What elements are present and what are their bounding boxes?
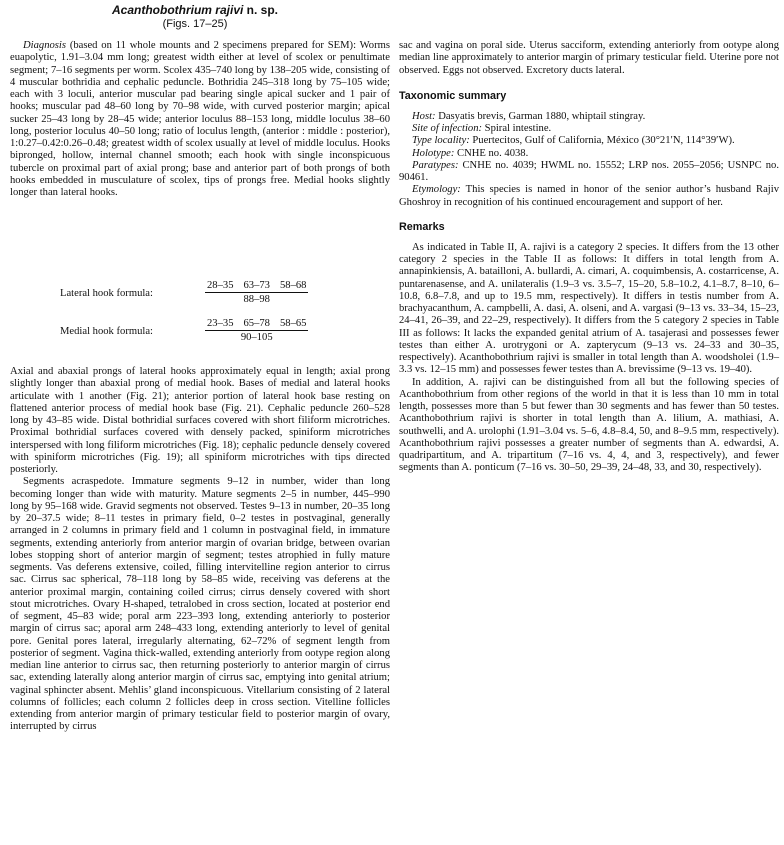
host-label: Host: <box>412 110 436 122</box>
left-column <box>10 40 390 199</box>
hook-prongs-paragraph: Axial and abaxial prongs of lateral hooks approximately equal in length; axial prong slightly longer than abaxial prong of medial hook. Bases of medial and lateral hooks articulate with 1 another (Fig. 21); anterior portion of lateral hook base resting on flattened anterior process of medial hook base (Fig. 21). Cephalic peduncle 260–528 long by 43–85 wide. Distal bothridial surfaces covered with short filiform microtriches. Proximal bothridial surfaces covered with densely packed, spiniform microtriches interspersed with long filiform microtriches (Fig. 18); cephalic peduncle densely covered with spiniform microtriches (Fig. 19); all spiniform microtriches with tips directed posteriorly. <box>10 366 390 475</box>
host-entry <box>399 111 779 123</box>
remarks-heading: Remarks <box>399 220 445 233</box>
formula-label: Lateral hook formula: <box>60 287 153 299</box>
holotype-entry <box>399 148 779 160</box>
hook-formula-medial <box>60 317 308 345</box>
left-column-lower <box>10 366 390 734</box>
site-label: Site of infection: <box>412 123 483 134</box>
locality-label: Type locality: <box>412 135 470 147</box>
paratypes-entry <box>399 160 779 185</box>
formula-value: 23–35 <box>207 318 234 329</box>
etymology-label: Etymology: <box>412 184 461 196</box>
article-header <box>10 3 380 31</box>
right-column <box>399 40 779 475</box>
hook-formula-lateral <box>60 279 308 307</box>
formula-denominator: 90–105 <box>240 332 273 343</box>
remarks-paragraph-2: In addition, A. rajivi can be distinguished from all but the following species of Acanthobothrium from other regions of the world in that it is less than 10 mm in total length, possesses more than 5 but fewer than 30 segments and has fewer than 50 testes. Acanthobothrium rajivi is shorter in total length than A. lilium, A. mathiasi, A. southwelli, and A. urolophi (1.91–3.04 vs. 5–6, 4.8–8.4, 50, and 8–9.5 mm, respectively). Acanthobothrium rajivi possesses a greater number of segments than A. edwardsi, A. quadripartitum, and A. tripartitum (7–16 vs. 4, 4, and 3, respectively), and fewer segments than A. ponticum (7–16 vs. 30–50, 29–39, 24–48, 33, and 30, respectively). <box>399 376 779 474</box>
locality-entry <box>399 135 779 147</box>
etymology-text: This species is named in honor of the senior author’s husband Rajiv Ghoshroy in recognition of his continued encouragement and support of her. <box>399 184 779 208</box>
continued-paragraph: sac and vagina on poral side. Uterus sacciform, extending anteriorly from ootype along median line approximately to anterior margin of primary testicular field. Uterine pore not observed. Eggs not observed. Excretory ducts lateral. <box>399 40 779 76</box>
segments-paragraph: Segments acraspedote. Immature segments 9–12 in number, wider than long becoming longer than wide with maturity. Mature segments 2–5 in number, 445–990 long by 95–168 wide. Gravid segments not observed. Testes 9–13 in number, 20–35 long by 20–37.5 wide; 8–11 testes in primary field, 0–2 testes in postvaginal, generally arranged in 2 columns in primary field and 1 column in postvaginal field, in immature segments, extending anteriorly from anterior margin of ovarian bridge, between ovarian lobes stopping short of anterior margin of segment; testes atrophied in fully mature segments. Vas deferens extensive, coiled, filling intervitelline region anterior to cirrus sac. Cirrus sac spherical, 78–118 long by 58–85 wide, receiving vas deferens at the anterior proximal margin, containing coiled cirrus; cirrus densely covered with short stout microtriches. Ovary H-shaped, tetralobed in cross section, located at posterior end of segment, 45–83 wide; poral arm 223–393 long, extending anteriorly to posterior margin of cirrus sac; aporal arm 248–433 long, extending anteriorly to level of genital pore. Genital pores lateral, irregularly alternating, 62–72% of segment length from posterior of segment. Vagina thick-walled, extending anteriorly from ootype region along median line anterior to cirrus sac, then returning posteriorly to anterior margin of cirrus sac, extending laterally along anterior margin of cirrus sac, emptying into genital atrium; vaginal sphincter absent. Mehlis’ gland inconspicuous. Vitellarium consisting of 2 lateral columns of follicles; each column 2 follicles deep in cross section. Vitelline follicles extending from anterior margin of primary testicular field to posterior margin of ovary, interrupted by cirrus <box>10 476 390 733</box>
formula-denominator: 88–98 <box>243 294 270 305</box>
figures-reference: (Figs. 17–25) <box>162 18 228 30</box>
paratypes-label: Paratypes: <box>412 159 459 171</box>
etymology-entry <box>399 184 779 209</box>
site-entry <box>399 123 779 135</box>
formula-label: Medial hook formula: <box>60 325 153 337</box>
taxonomic-summary <box>399 111 779 209</box>
species-name: Acanthobothrium rajivi <box>111 3 244 17</box>
site-text: Spiral intestine. <box>482 123 552 134</box>
diagnosis-paragraph <box>10 40 390 199</box>
formula-value: 65–78 <box>243 318 270 329</box>
formula-value: 28–35 <box>207 280 234 291</box>
formula-value: 63–73 <box>243 280 270 291</box>
formula-value: 58–65 <box>279 318 307 329</box>
diagnosis-label: Diagnosis <box>23 40 66 51</box>
formula-value: 58–68 <box>279 280 307 291</box>
paratypes-text: CNHE no. 4039; HWML no. 15552; LRP nos. 2055–2056; USNPC no. 90461. <box>399 159 779 183</box>
holotype-text: CNHE no. 4038. <box>454 147 529 159</box>
species-title <box>10 3 380 18</box>
remarks-paragraph-1: As indicated in Table II, A. rajivi is a category 2 species. It differs from the 13 other category 2 species in the Table II as follows: It differs in total length from A. annapinkiensis, A. batailloni, A. bullardi, A. cimari, A. coquimbensis, A. costarricense, A. puntarenasense, and A. unilateralis (1.9–3 vs. 3.5–7, 15–20, 5.8–10.2, 4.1–8.7, 8–10, 6–10.8, 6.8–7.8, and up to 19.5 mm, respectively). It differs in testis number from A. brachyacanthum, A. campbelli, A. dasi, A. olseni, and A. vargasi (9–13 vs. 33–34, 15–23, 24–41, 26–39, and 22–29, respectively). It differs from the 5 category 2 species in Table III as follows: It lacks the expanded genital atrium of A. tasajerasi and possesses fewer testes than either A. urotrygoni or A. zapterycum (9–13 vs. 24–33 and 30–35, respectively). Acanthobothrium rajivi is smaller in total length than A. woodsholei (1.9–3.3 vs. 12–15 mm) and possesses fewer testes than A. brevissime (9–13 vs. 19–40). <box>399 241 779 376</box>
holotype-label: Holotype: <box>412 147 455 159</box>
species-suffix: n. sp. <box>243 3 278 17</box>
host-text: Dasyatis brevis, Garman 1880, whiptail stingray. <box>435 110 646 122</box>
locality-text: Puertecitos, Gulf of California, México (30°21′N, 114°39′W). <box>469 135 735 147</box>
diagnosis-text: (based on 11 whole mounts and 2 specimens prepared for SEM): Worms euapolytic, 1.91–3.04 mm long; greatest width either at level of scolex or penultimate segment; 7–16 segments per worm. Scolex 435–740 long by 138–205 wide, consisting of 4 muscular bothridia and cephalic peduncle. Bothridia 245–318 long by 75–105 wide; each with 3 loculi, anterior muscular pad bearing single apical sucker and 1 pair of hooks; muscular pad 48–60 long by 70–98 wide, with curved posterior margin; apical sucker 25–43 long by 28–45 wide; anterior loculus 88–153 long, middle loculus 38–60 long, posterior loculus 40–50 long; ratio of loculus length, (anterior : middle : posterior), 1:0.27–0.42:0.26–0.48; greatest width of scolex usually at level of middle loculus. Hooks bipronged, hollow, internal channel smooth; each hook with single inconspicuous tubercle on proximal part of axial prong; base and anterior part of both prongs of both hooks embedded in musculature of scolex, tips of prongs free. Medial hooks slightly longer than lateral hooks. <box>10 40 390 198</box>
taxonomic-summary-heading: Taxonomic summary <box>399 89 507 102</box>
